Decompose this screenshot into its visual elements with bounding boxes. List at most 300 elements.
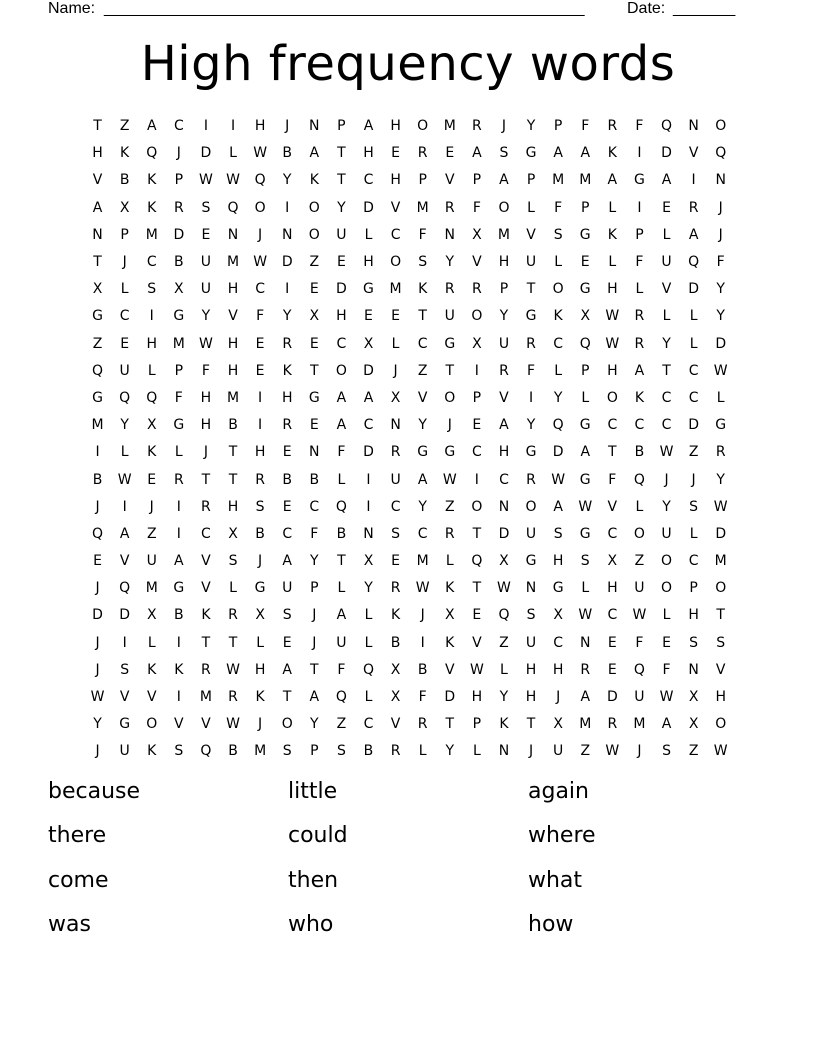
grid-letter[interactable]: G [173,308,185,325]
grid-letter[interactable]: Z [580,743,591,760]
grid-letter[interactable]: Q [498,607,510,624]
grid-letter[interactable]: C [661,417,672,434]
grid-letter[interactable]: V [661,281,672,298]
grid-letter[interactable]: H [607,362,618,379]
grid-letter[interactable]: V [472,634,482,651]
grid-letter[interactable]: R [444,281,455,298]
grid-letter[interactable]: R [715,444,726,461]
grid-letter[interactable]: O [146,716,158,733]
grid-letter[interactable]: C [282,525,293,542]
grid-letter[interactable]: U [390,471,401,488]
grid-letter[interactable]: X [174,281,184,298]
grid-letter[interactable]: H [525,689,537,706]
grid-letter[interactable]: L [662,226,671,243]
grid-letter[interactable]: L [337,471,346,488]
grid-letter[interactable]: K [418,281,428,298]
grid-letter[interactable]: Y [337,199,346,216]
grid-letter[interactable]: J [691,471,696,488]
grid-letter[interactable]: Y [716,471,725,488]
grid-letter[interactable]: T [93,118,102,135]
grid-letter[interactable]: F [554,199,563,216]
grid-letter[interactable]: Y [499,689,509,706]
grid-letter[interactable]: W [713,362,728,379]
grid-letter[interactable]: G [525,308,537,325]
grid-letter[interactable]: H [254,661,266,678]
grid-letter[interactable]: F [337,444,346,461]
grid-letter[interactable]: V [119,689,130,706]
grid-letter[interactable]: V [201,580,211,597]
grid-letter[interactable]: O [308,226,320,243]
grid-letter[interactable]: D [200,145,212,162]
grid-letter[interactable]: C [634,417,645,434]
grid-letter[interactable]: Z [119,118,130,135]
grid-letter[interactable]: C [390,226,401,243]
grid-letter[interactable]: T [201,634,211,651]
grid-letter[interactable]: B [228,743,238,760]
grid-letter[interactable]: P [120,226,129,243]
grid-letter[interactable]: W [578,498,593,515]
grid-letter[interactable]: I [420,634,425,651]
grid-letter[interactable]: S [499,145,509,162]
grid-letter[interactable]: V [688,145,699,162]
grid-letter[interactable]: F [174,389,183,406]
grid-letter[interactable]: Q [579,335,591,352]
grid-letter[interactable]: F [418,689,427,706]
grid-letter[interactable]: W [415,580,430,597]
grid-letter[interactable]: D [92,607,103,624]
grid-letter[interactable]: Q [119,389,131,406]
grid-letter[interactable]: J [203,444,208,461]
grid-letter[interactable]: K [147,661,157,678]
grid-letter[interactable]: L [689,525,698,542]
grid-letter[interactable]: P [553,118,563,135]
grid-letter[interactable]: O [661,580,673,597]
grid-letter[interactable]: P [499,281,509,298]
grid-letter[interactable]: H [498,254,510,271]
grid-letter[interactable]: V [174,716,184,733]
grid-letter[interactable]: Z [634,553,645,570]
grid-letter[interactable]: Z [688,444,699,461]
grid-letter[interactable]: H [227,362,239,379]
grid-letter[interactable]: B [390,634,401,651]
grid-letter[interactable]: H [552,553,564,570]
grid-letter[interactable]: T [201,471,211,488]
grid-letter[interactable]: Q [146,389,158,406]
grid-letter[interactable]: X [444,607,455,624]
grid-letter[interactable]: K [255,689,265,706]
grid-letter[interactable]: P [581,199,590,216]
grid-letter[interactable]: V [201,553,211,570]
grid-letter[interactable]: X [309,308,320,325]
grid-letter[interactable]: K [201,607,211,624]
grid-letter[interactable]: C [363,172,374,189]
grid-letter[interactable]: G [308,389,320,406]
grid-letter[interactable]: J [718,199,723,216]
grid-letter[interactable]: F [310,525,319,542]
grid-letter[interactable]: I [258,389,263,406]
grid-letter[interactable]: I [285,281,290,298]
grid-letter[interactable]: L [120,281,129,298]
grid-letter[interactable]: G [92,308,103,325]
grid-letter[interactable]: Y [526,417,536,434]
grid-letter[interactable]: P [337,118,346,135]
grid-letter[interactable]: A [634,362,645,379]
grid-letter[interactable]: L [662,607,671,624]
grid-letter[interactable]: W [442,471,457,488]
grid-letter[interactable]: W [253,254,268,271]
grid-letter[interactable]: L [500,661,508,678]
grid-letter[interactable]: C [363,417,374,434]
grid-letter[interactable]: V [444,661,455,678]
grid-letter[interactable]: W [605,308,620,325]
grid-letter[interactable]: J [258,226,263,243]
grid-letter[interactable]: X [688,689,699,706]
grid-letter[interactable]: I [122,498,127,515]
grid-letter[interactable]: R [201,661,211,678]
grid-letter[interactable]: X [363,335,374,352]
grid-letter[interactable]: F [472,199,481,216]
grid-letter[interactable]: H [281,389,293,406]
grid-letter[interactable]: X [472,226,482,243]
grid-letter[interactable]: J [447,417,452,434]
grid-letter[interactable]: K [607,145,617,162]
grid-letter[interactable]: R [228,689,238,706]
grid-letter[interactable]: P [472,389,482,406]
grid-letter[interactable]: X [390,689,401,706]
grid-letter[interactable]: N [688,118,699,135]
grid-letter[interactable]: V [228,308,238,325]
grid-letter[interactable]: L [608,199,617,216]
grid-letter[interactable]: X [255,607,265,624]
grid-letter[interactable]: G [444,335,456,352]
grid-letter[interactable]: I [149,308,154,325]
grid-letter[interactable]: O [471,308,483,325]
grid-letter[interactable]: U [444,308,455,325]
grid-letter[interactable]: E [282,498,292,515]
grid-letter[interactable]: A [363,389,374,406]
grid-letter[interactable]: V [607,498,618,515]
grid-letter[interactable]: I [258,417,263,434]
grid-letter[interactable]: R [471,281,482,298]
grid-letter[interactable]: J [718,226,723,243]
grid-letter[interactable]: Z [499,634,509,651]
grid-letter[interactable]: Z [417,362,428,379]
grid-letter[interactable]: V [472,254,482,271]
grid-letter[interactable]: L [445,553,454,570]
grid-letter[interactable]: I [176,525,181,542]
grid-letter[interactable]: L [229,145,237,162]
grid-letter[interactable]: R [634,308,645,325]
grid-letter[interactable]: S [255,498,265,515]
grid-letter[interactable]: L [174,444,183,461]
grid-letter[interactable]: D [688,281,699,298]
grid-letter[interactable]: W [497,580,511,597]
grid-letter[interactable]: W [713,498,728,515]
grid-letter[interactable]: E [147,471,157,488]
grid-letter[interactable]: S [580,553,590,570]
grid-letter[interactable]: P [472,716,482,733]
grid-letter[interactable]: X [688,716,699,733]
grid-letter[interactable]: J [285,118,290,135]
grid-letter[interactable]: R [634,335,645,352]
grid-letter[interactable]: O [498,199,510,216]
grid-letter[interactable]: Q [254,172,266,189]
grid-letter[interactable]: W [578,607,593,624]
grid-letter[interactable]: Z [336,716,347,733]
grid-letter[interactable]: R [471,118,482,135]
grid-letter[interactable]: Y [93,716,102,733]
grid-letter[interactable]: N [92,226,103,243]
grid-letter[interactable]: K [147,199,157,216]
grid-letter[interactable]: M [226,389,240,406]
grid-letter[interactable]: H [363,254,374,271]
grid-letter[interactable]: S [391,525,401,542]
grid-letter[interactable]: L [581,389,590,406]
grid-letter[interactable]: Z [309,254,320,271]
grid-letter[interactable]: T [526,716,536,733]
grid-letter[interactable]: A [607,172,618,189]
grid-letter[interactable]: K [147,172,157,189]
grid-letter[interactable]: B [282,471,292,488]
grid-letter[interactable]: R [282,417,293,434]
grid-letter[interactable]: R [417,716,428,733]
grid-letter[interactable]: I [230,118,236,135]
grid-letter[interactable]: S [174,743,184,760]
grid-letter[interactable]: R [499,362,509,379]
grid-letter[interactable]: N [498,743,510,760]
grid-letter[interactable]: M [443,118,456,135]
grid-letter[interactable]: G [633,172,645,189]
grid-letter[interactable]: W [605,335,620,352]
grid-letter[interactable]: D [119,607,131,624]
grid-letter[interactable]: U [119,362,130,379]
grid-letter[interactable]: A [553,498,563,515]
grid-letter[interactable]: U [553,743,564,760]
grid-letter[interactable]: H [336,308,347,325]
grid-letter[interactable]: C [688,362,699,379]
grid-letter[interactable]: F [256,308,265,325]
grid-letter[interactable]: A [309,145,320,162]
grid-letter[interactable]: M [579,172,592,189]
grid-letter[interactable]: L [635,281,644,298]
grid-letter[interactable]: M [254,743,267,760]
grid-letter[interactable]: Q [227,199,239,216]
grid-letter[interactable]: R [282,335,293,352]
grid-letter[interactable]: N [715,172,726,189]
grid-letter[interactable]: H [200,417,212,434]
grid-letter[interactable]: I [176,689,181,706]
grid-letter[interactable]: I [528,389,534,406]
grid-letter[interactable]: E [607,661,617,678]
grid-letter[interactable]: H [146,335,157,352]
grid-letter[interactable]: F [635,634,644,651]
grid-letter[interactable]: X [607,553,618,570]
grid-letter[interactable]: J [176,145,181,162]
grid-letter[interactable]: C [688,553,699,570]
grid-letter[interactable]: Y [120,417,129,434]
grid-letter[interactable]: S [120,661,130,678]
grid-letter[interactable]: S [662,743,671,760]
grid-letter[interactable]: T [418,308,427,325]
grid-letter[interactable]: T [716,607,725,624]
grid-letter[interactable]: Q [200,743,212,760]
grid-letter[interactable]: C [499,471,509,488]
grid-letter[interactable]: V [146,689,157,706]
grid-letter[interactable]: D [336,281,347,298]
grid-letter[interactable]: E [201,226,211,243]
grid-letter[interactable]: K [147,444,157,461]
grid-letter[interactable]: T [310,362,319,379]
grid-letter[interactable]: C [390,498,401,515]
grid-letter[interactable]: N [498,498,510,515]
grid-letter[interactable]: U [634,689,645,706]
grid-letter[interactable]: T [310,661,319,678]
grid-letter[interactable]: R [688,199,699,216]
grid-letter[interactable]: Q [471,553,483,570]
grid-letter[interactable]: M [91,417,104,434]
grid-letter[interactable]: S [716,634,726,651]
grid-letter[interactable]: G [715,417,727,434]
grid-letter[interactable]: H [498,444,510,461]
grid-letter[interactable]: C [417,525,428,542]
grid-letter[interactable]: A [472,145,482,162]
grid-letter[interactable]: X [580,308,591,325]
grid-letter[interactable]: Z [444,498,455,515]
grid-letter[interactable]: Y [553,389,563,406]
grid-letter[interactable]: I [203,118,208,135]
grid-letter[interactable]: M [552,172,565,189]
grid-letter[interactable]: U [525,525,537,542]
grid-letter[interactable]: G [552,580,564,597]
grid-letter[interactable]: A [146,118,157,135]
grid-letter[interactable]: E [445,145,455,162]
grid-letter[interactable]: A [688,226,699,243]
grid-letter[interactable]: R [173,471,184,488]
grid-letter[interactable]: C [201,525,211,542]
grid-letter[interactable]: C [607,417,618,434]
grid-letter[interactable]: B [119,172,130,189]
grid-letter[interactable]: B [228,417,238,434]
grid-letter[interactable]: L [689,335,698,352]
grid-letter[interactable]: L [364,634,373,651]
grid-letter[interactable]: D [688,417,699,434]
grid-letter[interactable]: A [661,172,672,189]
grid-letter[interactable]: X [472,335,482,352]
grid-letter[interactable]: E [255,362,265,379]
grid-letter[interactable]: E [391,553,400,570]
grid-letter[interactable]: L [581,580,590,597]
grid-letter[interactable]: R [201,498,211,515]
grid-letter[interactable]: Q [661,118,673,135]
grid-letter[interactable]: M [416,199,429,216]
grid-letter[interactable]: V [201,716,211,733]
grid-letter[interactable]: L [554,362,563,379]
grid-letter[interactable]: V [417,389,428,406]
grid-letter[interactable]: L [229,580,237,597]
grid-letter[interactable]: W [253,145,268,162]
grid-letter[interactable]: B [363,743,374,760]
grid-letter[interactable]: X [553,607,563,624]
grid-letter[interactable]: J [312,607,317,624]
grid-letter[interactable]: O [390,254,402,271]
grid-letter[interactable]: R [390,743,401,760]
grid-letter[interactable]: W [469,661,484,678]
grid-letter[interactable]: A [336,417,347,434]
grid-letter[interactable]: R [390,444,401,461]
grid-letter[interactable]: V [390,199,401,216]
grid-letter[interactable]: A [580,145,591,162]
grid-letter[interactable]: E [120,335,130,352]
grid-letter[interactable]: C [553,634,564,651]
grid-letter[interactable]: W [90,689,105,706]
grid-letter[interactable]: C [661,389,672,406]
grid-letter[interactable]: G [579,281,591,298]
grid-letter[interactable]: J [95,580,100,597]
grid-letter[interactable]: L [120,444,129,461]
grid-letter[interactable]: X [553,716,563,733]
grid-letter[interactable]: I [366,498,371,515]
grid-letter[interactable]: A [119,525,130,542]
grid-letter[interactable]: E [255,335,265,352]
grid-letter[interactable]: J [312,634,317,651]
grid-letter[interactable]: Y [662,498,671,515]
grid-letter[interactable]: P [635,226,644,243]
grid-letter[interactable]: J [556,689,561,706]
grid-letter[interactable]: W [226,172,240,189]
grid-letter[interactable]: G [173,580,185,597]
grid-letter[interactable]: L [608,254,617,271]
grid-letter[interactable]: O [308,199,320,216]
grid-letter[interactable]: N [227,226,239,243]
grid-letter[interactable]: G [417,444,429,461]
grid-letter[interactable]: Q [92,362,104,379]
grid-letter[interactable]: P [472,172,482,189]
grid-letter[interactable]: S [418,254,428,271]
grid-letter[interactable]: I [474,471,479,488]
grid-letter[interactable]: K [147,743,157,760]
grid-letter[interactable]: K [607,226,617,243]
grid-letter[interactable]: D [661,145,672,162]
grid-letter[interactable]: G [579,471,591,488]
grid-letter[interactable]: K [309,172,319,189]
grid-letter[interactable]: C [553,335,564,352]
grid-letter[interactable]: T [337,553,346,570]
grid-letter[interactable]: U [661,525,672,542]
grid-letter[interactable]: E [282,634,292,651]
grid-letter[interactable]: S [201,199,211,216]
grid-letter[interactable]: A [417,471,428,488]
grid-letter[interactable]: Q [633,661,645,678]
grid-letter[interactable]: E [309,335,319,352]
grid-letter[interactable]: V [526,226,536,243]
grid-letter[interactable]: N [390,417,401,434]
grid-letter[interactable]: K [634,389,645,406]
grid-letter[interactable]: F [337,661,346,678]
grid-letter[interactable]: P [310,580,319,597]
grid-letter[interactable]: T [445,716,455,733]
grid-letter[interactable]: J [393,362,398,379]
grid-letter[interactable]: C [336,335,347,352]
grid-letter[interactable]: E [309,281,319,298]
grid-letter[interactable]: F [527,362,536,379]
grid-letter[interactable]: L [689,308,698,325]
grid-letter[interactable]: H [227,498,239,515]
grid-letter[interactable]: L [554,254,563,271]
grid-letter[interactable]: P [174,172,184,189]
grid-letter[interactable]: U [336,634,347,651]
grid-letter[interactable]: V [119,553,130,570]
grid-letter[interactable]: A [336,607,347,624]
